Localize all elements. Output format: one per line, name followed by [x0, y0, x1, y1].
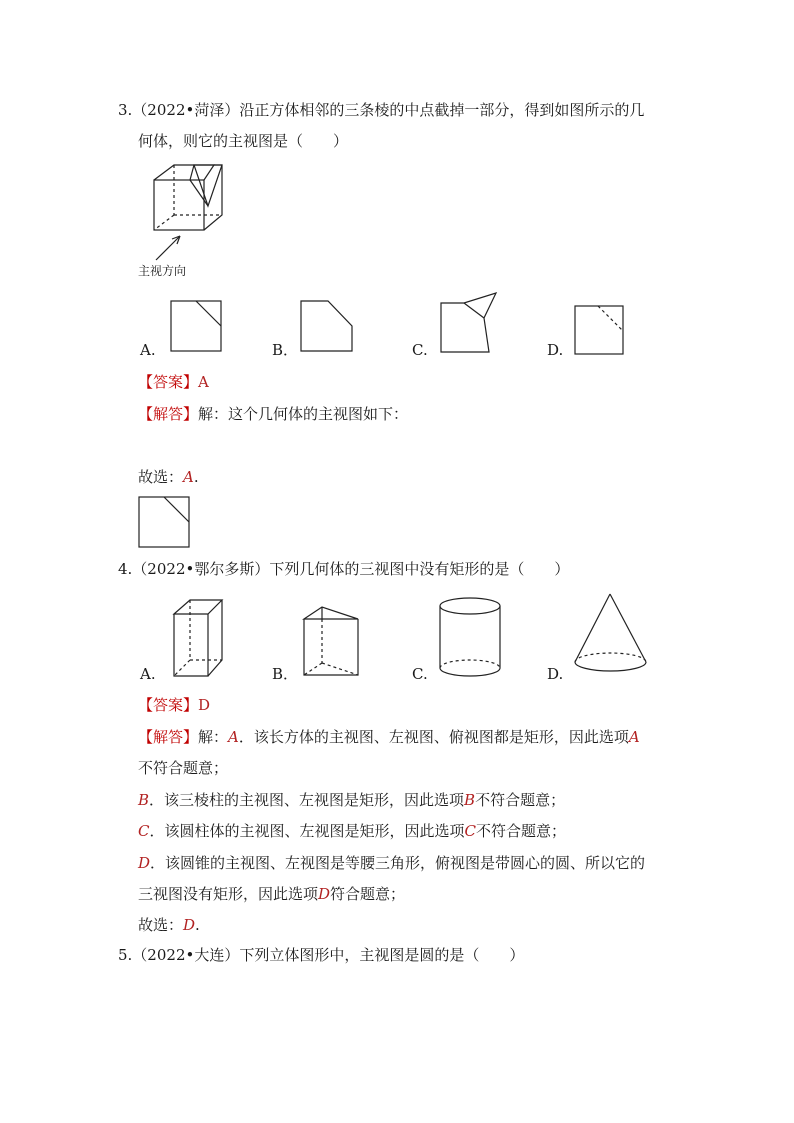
view-direction-arrow: [150, 230, 190, 266]
q4-e4-cont-text: 三视图没有矩形，因此选项: [138, 885, 319, 903]
q4-e1-prefix: 解：: [198, 728, 229, 746]
q4-explain-line-d2: [138, 883, 405, 905]
q3-option-a-figure: [170, 300, 224, 354]
q3-option-c-figure: [440, 292, 500, 354]
q4-explain-line-d: [138, 852, 645, 874]
q4-e4-letter: D: [138, 854, 151, 872]
q3-option-c-label: C.: [412, 341, 428, 359]
q3-option-d-label: D.: [547, 341, 564, 359]
q4-e1-letter: A: [228, 728, 239, 746]
q4-answer-line: [138, 694, 210, 716]
q4-e2-letter2: B: [464, 791, 476, 809]
q4-answer-value: D: [198, 696, 211, 714]
q4-explain-tag: 【解答】: [138, 728, 199, 746]
q3-choose-prefix: 故选：: [138, 468, 184, 486]
q3-explain-text: 解：这个几何体的主视图如下：: [198, 405, 409, 423]
q4-e3-letter2: C: [464, 822, 476, 840]
q3-choose-line: [138, 466, 199, 488]
q4-explain-line-b: [138, 789, 565, 811]
q4-e2-suffix: 不符合题意；: [475, 791, 566, 809]
q3-option-d-figure: [574, 305, 626, 357]
q3-answer-tag: 【答案】: [138, 373, 199, 391]
q3-option-b-label: B．: [272, 341, 299, 359]
q4-option-b-figure: [300, 605, 362, 679]
q4-e3-letter: C: [138, 822, 150, 840]
q4-option-a-figure: [170, 598, 226, 680]
q4-e2-text: ．该三棱柱的主视图、左视图是矩形，因此选项: [149, 791, 465, 809]
q4-option-c-figure: [438, 596, 504, 680]
q4-choose-line: [138, 914, 200, 936]
view-direction-label: 主视方向: [138, 264, 187, 278]
q4-e4-letter2: D: [318, 885, 331, 903]
q3-stem-line1: 3.（2022•菏泽）沿正方体相邻的三条棱的中点截掉一部分，得到如图所示的几: [118, 101, 645, 119]
q3-answer-line: [138, 371, 209, 393]
q4-option-c-label: C.: [412, 665, 428, 683]
q4-e4-suffix: 符合题意；: [330, 885, 406, 903]
q4-option-d-figure: [572, 592, 652, 678]
q4-e3-suffix: 不符合题意；: [475, 822, 566, 840]
q3-choose-suffix: .: [193, 468, 199, 486]
q4-explain-line-c: [138, 820, 566, 842]
q4-e1-letter2: A: [628, 728, 640, 746]
q5-stem-line1: 5.（2022•大连）下列立体图形中，主视图是圆的是（ ）: [118, 946, 525, 964]
q3-stem-line2: 何体，则它的主视图是（ ）: [138, 132, 349, 150]
q4-e1-cont: 不符合题意；: [138, 759, 229, 777]
q4-answer-tag: 【答案】: [138, 696, 199, 714]
q4-option-d-label: D.: [547, 665, 564, 683]
q4-choose-suffix: .: [195, 916, 200, 934]
q3-explain-line: [138, 403, 408, 425]
q3-option-b-figure: [300, 300, 356, 356]
q4-choose-value: D: [183, 916, 196, 934]
q4-e3-text: ．该圆柱体的主视图、左视图是矩形，因此选项: [149, 822, 465, 840]
q4-stem-line1: 4.（2022•鄂尔多斯）下列几何体的三视图中没有矩形的是（ ）: [118, 560, 570, 578]
q3-choose-value: A: [183, 468, 194, 486]
q3-option-a-label: A.: [140, 341, 156, 359]
q4-choose-prefix: 故选：: [138, 916, 184, 934]
q3-cube-figure: [150, 160, 230, 240]
q3-explain-tag: 【解答】: [138, 405, 199, 423]
q4-e1-text: ．该长方体的主视图、左视图、俯视图都是矩形，因此选项: [238, 728, 629, 746]
q4-option-b-label: B．: [272, 665, 299, 683]
q4-option-a-label: A.: [140, 665, 156, 683]
q4-explain-line1: [138, 726, 640, 748]
q3-solution-figure: [138, 496, 192, 550]
q4-e4-text: ．该圆锥的主视图、左视图是等腰三角形，俯视图是带圆心的圆、所以它的: [150, 854, 646, 872]
q4-e2-letter: B: [138, 791, 150, 809]
q3-answer-value: A: [198, 373, 209, 391]
